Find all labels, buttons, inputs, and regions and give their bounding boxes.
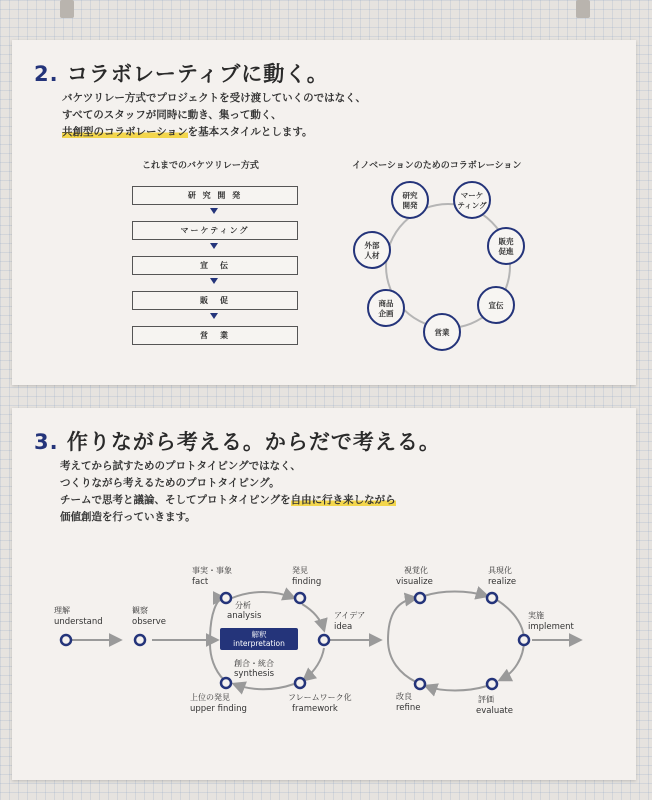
node-understand bbox=[61, 635, 71, 645]
node-label: マーケ bbox=[460, 191, 484, 200]
section3-body-line3-pre: チームで思考と議論、そしてプロトタイピングを bbox=[60, 494, 291, 506]
label-analysis-jp: 分析 bbox=[235, 601, 251, 610]
label-implement-jp: 実施 bbox=[528, 611, 544, 620]
label-visualize-en: visualize bbox=[396, 577, 433, 587]
label-framework-jp: フレームワーク化 bbox=[288, 693, 352, 702]
relay-step-research: 研 究 開 発 bbox=[132, 186, 298, 205]
collab-node-marketing bbox=[454, 182, 490, 218]
panel-prototyping bbox=[12, 408, 636, 780]
node-label: 開発 bbox=[402, 201, 418, 210]
collab-node-research bbox=[392, 182, 428, 218]
label-realize-en: realize bbox=[488, 577, 517, 587]
section2-body-line1: バケツリレー方式でプロジェクトを受け渡していくのではなく、 bbox=[62, 92, 366, 104]
node-observe bbox=[135, 635, 145, 645]
label-idea-jp: アイデア bbox=[334, 611, 366, 620]
section2-heading-text: コラボレーティブに動く。 bbox=[66, 62, 329, 86]
section3-heading-text: 作りながら考える。からだで考える。 bbox=[66, 430, 441, 454]
binder-clip-right bbox=[576, 0, 590, 18]
label-synthesis-jp: 創合・統合 bbox=[234, 659, 274, 668]
label-framework-en: framework bbox=[292, 704, 338, 714]
interpretation-label-jp: 解釈 bbox=[251, 630, 267, 639]
label-upper-finding-en: upper finding bbox=[190, 704, 247, 714]
label-fact-en: fact bbox=[192, 577, 209, 587]
section3-heading-number: 3. bbox=[34, 430, 59, 454]
process-diagram bbox=[12, 408, 636, 780]
node-upper-finding bbox=[221, 678, 231, 688]
collab-circle-diagram bbox=[12, 40, 636, 385]
section3-body-line2: つくりながら考えるためのプロトタイピング。 bbox=[60, 477, 280, 489]
collab-diagram-title: イノベーションのためのコラボレーション bbox=[352, 161, 522, 171]
label-evaluate-jp: 評価 bbox=[478, 695, 494, 704]
loop-arc bbox=[234, 684, 294, 689]
node-fact bbox=[221, 593, 231, 603]
node-label: 宣伝 bbox=[488, 301, 504, 310]
cycle-arc bbox=[388, 640, 416, 682]
section2-highlight: 共創型のコラボレーション bbox=[62, 126, 188, 138]
section3-highlight: 自由に行き来しながら bbox=[290, 494, 396, 506]
cycle-arc bbox=[424, 592, 487, 597]
node-implement bbox=[519, 635, 529, 645]
label-upper-finding-jp: 上位の発見 bbox=[190, 693, 230, 702]
label-implement-en: implement bbox=[528, 622, 574, 632]
cycle-arc bbox=[500, 640, 524, 680]
label-evaluate-en: evaluate bbox=[476, 706, 513, 716]
node-finding bbox=[295, 593, 305, 603]
cycle-arc bbox=[497, 600, 524, 640]
section3-body-line1: 考えてから試すためのプロトタイピングではなく、 bbox=[60, 460, 301, 472]
collab-node-promotion bbox=[478, 287, 514, 323]
label-synthesis-en: synthesis bbox=[234, 669, 275, 679]
label-idea-en: idea bbox=[334, 622, 353, 632]
node-evaluate bbox=[487, 679, 497, 689]
collab-node-product-planning bbox=[368, 290, 404, 326]
node-visualize bbox=[415, 593, 425, 603]
collab-node-sales bbox=[424, 314, 460, 350]
section3-body-line4: 価値創造を行っていきます。 bbox=[60, 511, 196, 523]
node-framework bbox=[295, 678, 305, 688]
node-label: 営業 bbox=[434, 328, 450, 337]
label-understand-jp: 理解 bbox=[54, 606, 70, 615]
section2-body-line2: すべてのスタッフが同時に動き、集って動く、 bbox=[62, 109, 282, 121]
collab-node-sales-promo bbox=[488, 228, 524, 264]
cycle-arc bbox=[426, 686, 487, 691]
loop-arc bbox=[304, 648, 324, 680]
label-fact-jp: 事実・事象 bbox=[192, 566, 232, 575]
node-label: 人材 bbox=[364, 251, 380, 260]
binder-clip-left bbox=[60, 0, 74, 18]
node-label: 商品 bbox=[378, 299, 394, 308]
relay-step-sales: 営 業 bbox=[132, 326, 298, 345]
collab-node-external bbox=[354, 232, 390, 268]
node-label: 研究 bbox=[402, 191, 418, 200]
label-observe-jp: 観察 bbox=[132, 606, 148, 615]
node-label: 企画 bbox=[378, 309, 394, 318]
node-idea bbox=[319, 635, 329, 645]
node-label: 販売 bbox=[498, 237, 514, 246]
loop-arc bbox=[302, 604, 324, 630]
node-refine bbox=[415, 679, 425, 689]
label-finding-en: finding bbox=[292, 577, 322, 587]
label-finding-jp: 発見 bbox=[292, 566, 308, 575]
loop-arc bbox=[232, 592, 294, 598]
label-observe-en: observe bbox=[132, 617, 167, 627]
relay-step-marketing: マーケティング bbox=[132, 221, 298, 240]
node-label: 外部 bbox=[364, 241, 380, 250]
node-label: ティング bbox=[457, 201, 487, 210]
panel-collaborative bbox=[12, 40, 636, 385]
node-realize bbox=[487, 593, 497, 603]
node-label: 促進 bbox=[498, 247, 514, 256]
relay-step-promotion: 宣 伝 bbox=[132, 256, 298, 275]
relay-step-sales-promotion: 販 促 bbox=[132, 291, 298, 310]
section2-body-line3-rest: を基本スタイルとします。 bbox=[187, 126, 313, 138]
interpretation-label-en: interpretation bbox=[233, 639, 285, 648]
label-realize-jp: 具現化 bbox=[488, 566, 512, 575]
label-understand-en: understand bbox=[54, 617, 103, 627]
label-analysis-en: analysis bbox=[227, 611, 262, 621]
label-refine-jp: 改良 bbox=[396, 692, 412, 701]
label-visualize-jp: 視覚化 bbox=[404, 566, 428, 575]
label-refine-en: refine bbox=[396, 703, 421, 713]
relay-diagram-title: これまでのバケツリレー方式 bbox=[142, 161, 259, 171]
section2-heading-number: 2. bbox=[34, 62, 59, 86]
cycle-arc bbox=[388, 598, 416, 640]
